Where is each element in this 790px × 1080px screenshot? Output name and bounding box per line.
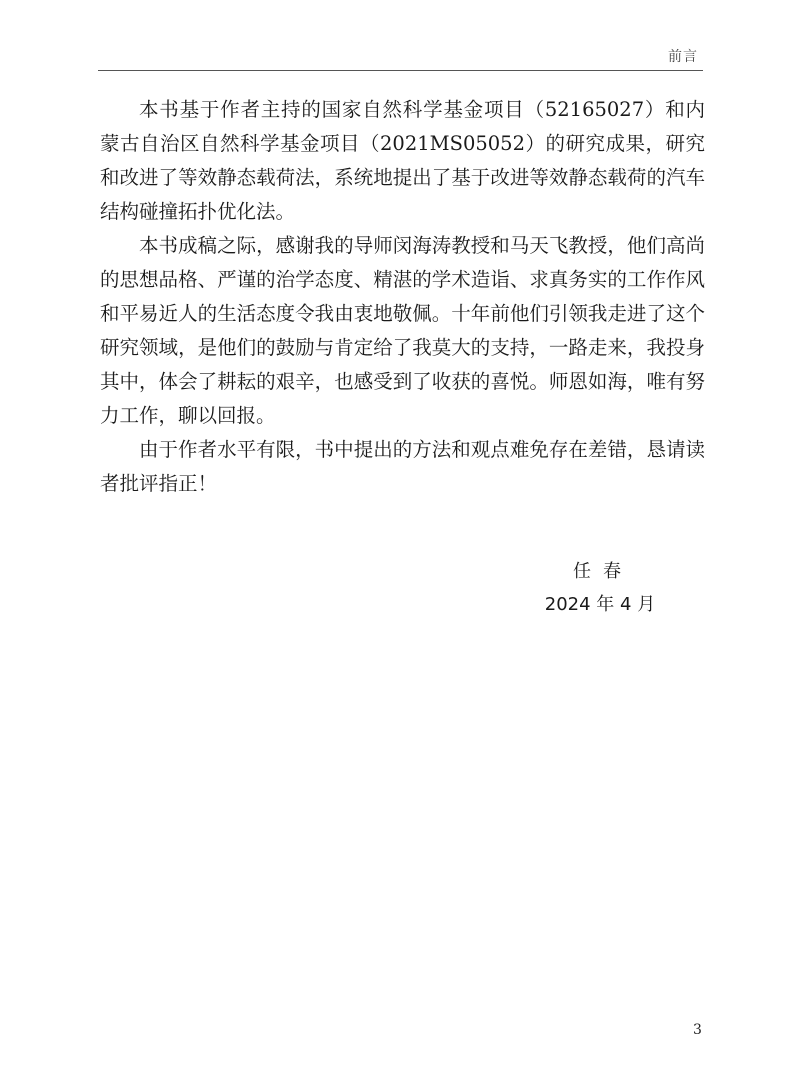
paragraph-acknowledgement: 本书成稿之际，感谢我的导师闵海涛教授和马天飞教授，他们高尚的思想品格、严谨的治学态度、精湛的学术造诣、求真务实的工作作风和平易近人的生活态度令我由衷地敬佩。十年前他们引领我走进了这个研究领域，是他们的鼓励与肯定给了我莫大的支持，一路走来，我投身其中，体会了耕耘的艰辛，也感受到了收获的喜悦。师恩如海，唯有努力工作，聊以回报。 (100, 234, 705, 427)
header-rule (98, 70, 703, 71)
page-number: 3 (693, 1022, 702, 1038)
paragraph-disclaimer: 由于作者水平有限，书中提出的方法和观点难免存在差错，恳请读者批评指正！ (100, 438, 705, 495)
preface-body (100, 93, 705, 501)
signature-date: 2024 年 4 月 (544, 594, 656, 615)
running-head: 前言 (668, 49, 698, 65)
signature-block (520, 559, 680, 618)
paragraph-funding: 本书基于作者主持的国家自然科学基金项目（52165027）和内蒙古自治区自然科学基金项目（2021MS05052）的研究成果，研究和改进了等效静态载荷法，系统地提出了基于改进等效静态载荷的汽车结构碰撞拓扑优化法。 (100, 98, 705, 223)
author-name: 任春 (573, 561, 633, 582)
